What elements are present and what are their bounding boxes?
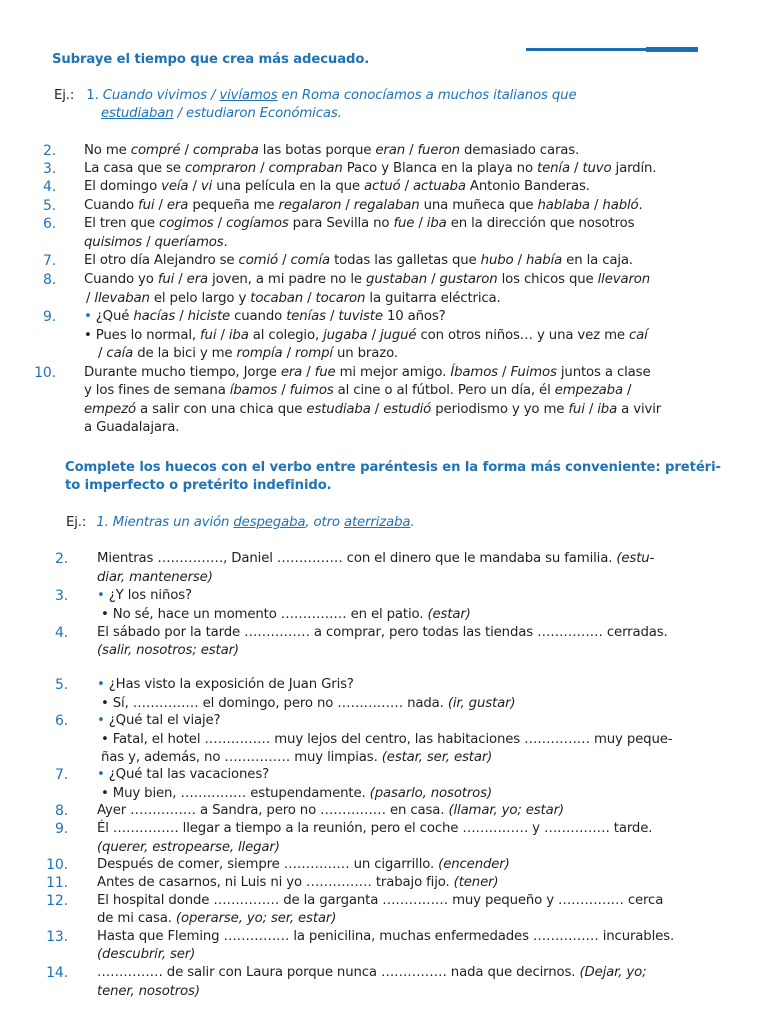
s1-item-number: 7. xyxy=(42,253,56,269)
s1-item-line: / llevaban el pelo largo y tocaban / tocaron la guitarra eléctrica. xyxy=(86,291,501,306)
s2-item-line: Antes de casarnos, ni Luis ni yo …………… trabajo fijo. (tener) xyxy=(97,875,499,890)
example2-text-a: Mientras un avión xyxy=(112,515,234,530)
s2-item-line: • No sé, hace un momento …………… en el patio. (estar) xyxy=(101,607,471,622)
s1-item-number: 6. xyxy=(42,216,56,232)
s2-item-line: • Sí, …………… el domingo, pero no …………… nada. (ir, gustar) xyxy=(101,696,516,711)
s2-item-line: tener, nosotros) xyxy=(97,984,200,999)
s2-item-line: Mientras ……………, Daniel …………… con el dinero que le mandaba su familia. (estu- xyxy=(97,551,655,566)
s2-item-line: El sábado por la tarde …………… a comprar, pero todas las tiendas …………… cerradas. xyxy=(97,625,668,640)
example-answer-1: vivíamos xyxy=(219,88,278,103)
s1-item-line: • ¿Qué hacías / hiciste cuando tenías / tuviste 10 años? xyxy=(84,309,446,324)
s2-item-number: 5. xyxy=(54,677,68,693)
header-rule xyxy=(526,48,698,51)
s1-item-line: Cuando yo fui / era joven, a mi padre no le gustaban / gustaron los chicos que llevaron xyxy=(84,272,651,287)
s2-item-number: 10. xyxy=(46,857,68,873)
s2-item-number: 3. xyxy=(54,588,68,604)
s1-item-number: 9. xyxy=(42,309,56,325)
s2-item-number: 14. xyxy=(46,965,68,981)
s2-item-line: Él …………… llegar a tiempo a la reunión, pero el coche …………… y …………… tarde. xyxy=(97,821,653,836)
s1-item-line: / caía de la bici y me rompía / rompí un brazo. xyxy=(98,346,398,361)
s1-item-line: y los fines de semana íbamos / fuimos al cine o al fútbol. Pero un día, él empezaba / xyxy=(84,383,632,398)
s1-item-number: 8. xyxy=(42,272,56,288)
s1-item-line: empezó a salir con una chica que estudiaba / estudió periodismo y yo me fui / iba a vivir xyxy=(84,402,662,417)
s2-item-line: • Fatal, el hotel …………… muy lejos del centro, las habitaciones …………… muy peque- xyxy=(101,732,673,747)
section1-example xyxy=(54,87,576,105)
s2-item-number: 9. xyxy=(54,821,68,837)
s2-item-number: 2. xyxy=(54,551,68,567)
s1-item-number: 2. xyxy=(42,143,56,159)
s2-item-line: El hospital donde …………… de la garganta …………… muy pequeño y …………… cerca xyxy=(97,893,664,908)
s2-item-number: 6. xyxy=(54,713,68,729)
s2-item-number: 8. xyxy=(54,803,68,819)
section1-example-cont xyxy=(101,105,342,123)
header-rule-accent xyxy=(646,47,698,52)
s2-item-line: Después de comer, siempre …………… un cigarrillo. (encender) xyxy=(97,857,510,872)
s1-item-line: El tren que cogimos / cogíamos para Sevilla no fue / iba en la dirección que nosotros xyxy=(84,216,635,231)
s2-item-line: Ayer …………… a Sandra, pero no …………… en casa. (llamar, yo; estar) xyxy=(97,803,564,818)
s1-item-number: 10. xyxy=(34,365,56,381)
s2-item-number: 11. xyxy=(46,875,68,891)
s2-item-number: 4. xyxy=(54,625,68,641)
section2-heading-line1: Complete los huecos con el verbo entre paréntesis en la forma más conveniente: pretéri- xyxy=(65,460,721,475)
example-text-a: Cuando vivimos / xyxy=(102,88,220,103)
s1-item-line: Durante mucho tiempo, Jorge era / fue mi mejor amigo. Íbamos / Fuimos juntos a clase xyxy=(84,365,651,380)
example-number: 1. xyxy=(86,88,99,103)
s2-item-line: • ¿Has visto la exposición de Juan Gris? xyxy=(97,677,354,692)
section2-example xyxy=(66,514,414,532)
s2-item-number: 13. xyxy=(46,929,68,945)
s2-item-line: • ¿Qué tal las vacaciones? xyxy=(97,767,270,782)
example2-number: 1. xyxy=(96,515,109,530)
s2-item-line: (salir, nosotros; estar) xyxy=(97,643,239,658)
example-prefix: Ej.: xyxy=(54,88,75,103)
s1-item-line: quisimos / queríamos. xyxy=(84,235,228,250)
s2-item-line: • Muy bien, …………… estupendamente. (pasarlo, nosotros) xyxy=(101,786,492,801)
s1-item-line: El domingo veía / vi una película en la que actuó / actuaba Antonio Banderas. xyxy=(84,179,590,194)
example-text-c: en Roma conocíamos a muchos italianos que xyxy=(277,88,577,103)
s2-item-line: Hasta que Fleming …………… la penicilina, muchas enfermedades …………… incurables. xyxy=(97,929,675,944)
example2-text-c: , otro xyxy=(305,515,344,530)
example-answer-2: estudiaban xyxy=(101,106,174,121)
example-text-d: / estudiaron Económicas. xyxy=(173,106,342,121)
s2-item-number: 12. xyxy=(46,893,68,909)
example2-answer-2: aterrizaba xyxy=(343,515,411,530)
section1-heading: Subraye el tiempo que crea más adecuado. xyxy=(52,52,370,67)
s2-item-line: ñas y, además, no …………… muy limpias. (estar, ser, estar) xyxy=(101,750,493,765)
s1-item-number: 3. xyxy=(42,161,56,177)
s2-item-number: 7. xyxy=(54,767,68,783)
s1-item-line: No me compré / compraba las botas porque eran / fueron demasiado caras. xyxy=(84,143,580,158)
s1-item-line: a Guadalajara. xyxy=(84,420,180,435)
s1-item-line: La casa que se compraron / compraban Paco y Blanca en la playa no tenía / tuvo jardín. xyxy=(84,161,657,176)
s2-item-line: • ¿Qué tal el viaje? xyxy=(97,713,221,728)
s2-item-line: de mi casa. (operarse, yo; ser, estar) xyxy=(97,911,337,926)
section2-heading xyxy=(65,459,721,495)
s2-item-line: …………… de salir con Laura porque nunca …………… nada que decirnos. (Dejar, yo; xyxy=(97,965,647,980)
s2-item-line: (querer, estropearse, llegar) xyxy=(97,840,280,855)
s1-item-line: El otro día Alejandro se comió / comía todas las galletas que hubo / había en la caja. xyxy=(84,253,633,268)
s1-item-number: 4. xyxy=(42,179,56,195)
s1-item-line: • Pues lo normal, fui / iba al colegio, jugaba / jugué con otros niños… y una vez me caí xyxy=(84,328,648,343)
s1-item-number: 5. xyxy=(42,198,56,214)
s1-item-line: Cuando fui / era pequeña me regalaron / regalaban una muñeca que hablaba / habló. xyxy=(84,198,643,213)
section2-heading-line2: to imperfecto o pretérito indefinido. xyxy=(65,478,332,493)
s2-item-line: • ¿Y los niños? xyxy=(97,588,192,603)
s2-item-line: (descubrir, ser) xyxy=(97,947,196,962)
example2-answer-1: despegaba xyxy=(233,515,306,530)
example2-prefix: Ej.: xyxy=(66,515,87,530)
example2-text-e: . xyxy=(410,515,415,530)
s2-item-line: diar, mantenerse) xyxy=(97,570,213,585)
